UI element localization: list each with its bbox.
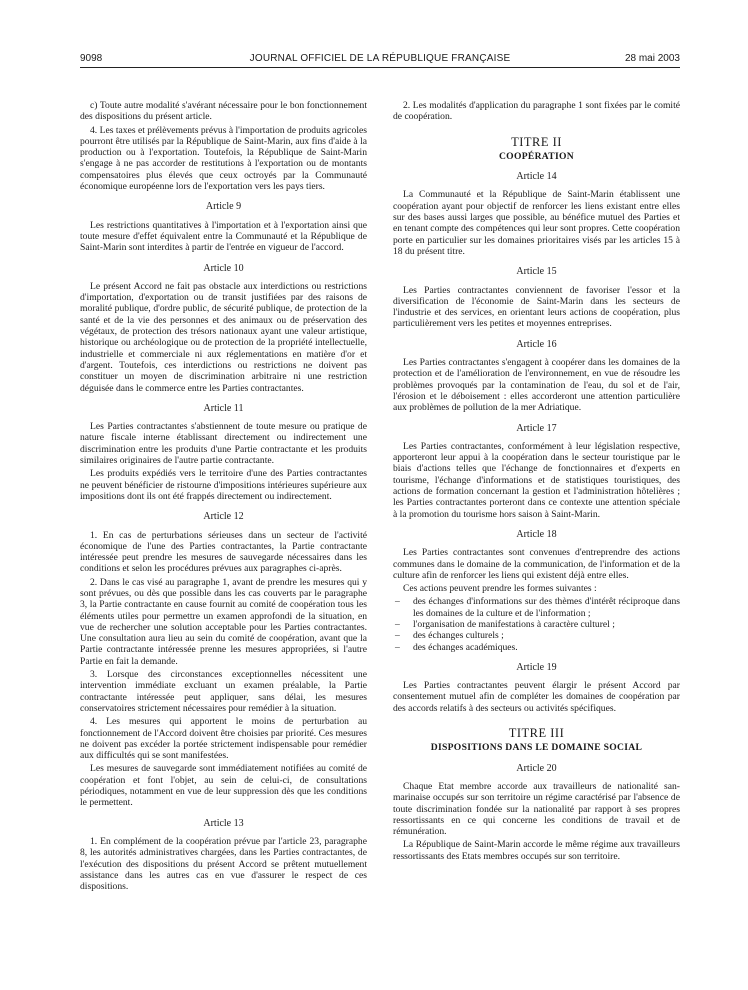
paragraph: La République de Saint-Marin accorde le même régime aux travailleurs ressortissants des Etats membres occupés sur son territoire. — [393, 839, 680, 862]
paragraph: Les Parties contractantes s'engagent à coopérer dans les domaines de la protection et de l'amélioration de l'environnement, en vue de résoudre les problèmes provoqués par la contamination de l'eau, du sol et de l'air, l'érosion et le déboisement : elles accorderont une attention particulière aux problèmes de pollution de la mer Adriatique. — [393, 357, 680, 414]
left-column — [80, 100, 367, 894]
paragraph: Ces actions peuvent prendre les formes suivantes : — [403, 583, 597, 595]
paragraph: Les restrictions quantitatives à l'importation et à l'exportation ainsi que toute mesure d'effet équivalent entre la Communauté et la République de Saint-Marin sont interdites à partir de l'entrée en vigueur de l'accord. — [80, 219, 367, 254]
paragraph: Les Parties contractantes s'abstiennent de toute mesure ou pratique de nature fiscale interne établissant directement ou indirectement une discrimination entre les produits d'une Partie contractante et les produits similaires originaires de l'autre partie contractante. — [80, 421, 367, 467]
article-heading: Article 16 — [516, 338, 557, 350]
paragraph: 1. En cas de perturbations sérieuses dans un secteur de l'activité économique de l'une des Parties contractantes, la Partie contractante intéressée peut prendre les mesures de sauvegarde nécessaires dans les conditions et selon les procédures prévues aux paragraphes ci-après. — [80, 529, 367, 575]
paragraph: 3. Lorsque des circonstances exceptionnelles nécessitent une intervention immédiate excluant un examen préalable, la Partie contractante intéressée peut appliquer, sans délai, les mesures conservatoires strictement nécessaires pour remédier à la situation. — [80, 669, 367, 714]
article-heading: Article 17 — [516, 422, 557, 434]
list-item: – l'organisation de manifestations à caractère culturel ; — [393, 619, 680, 630]
header-rule — [80, 67, 680, 68]
article-heading: Article 13 — [203, 817, 244, 829]
paragraph: Les Parties contractantes conviennent de favoriser l'essor et la diversification de l'économie de Saint-Marin dans les secteurs de l'industrie et des services, en orientant leurs actions de coopération, plus particulièrement vers les petites et moyennes entreprises. — [393, 284, 680, 330]
article-heading: Article 15 — [516, 266, 557, 278]
list-item: – des échanges d'informations sur des thèmes d'intérêt réciproque dans les domaines de la culture et de l'information ; — [393, 596, 680, 619]
paragraph: 2. Dans le cas visé au paragraphe 1, avant de prendre les mesures qui y sont prévues, ou dès que possible dans les cas couverts par le paragraphe 3, la Partie contractante en cause fournit au comité de coopération tous les éléments utiles pour permettre un examen approfondi de la situation, en vue de rechercher une solution acceptable pour les Parties contractantes. Une consultation aura lieu au sein du comité de coopération, avant que la Partie contractante intéressée prenne les mesures appropriées, si l'autre Partie en fait la demande. — [80, 576, 367, 667]
list-item: – des échanges culturels ; — [393, 630, 680, 641]
paragraph: c) Toute autre modalité s'avérant nécessaire pour le bon fonctionnement des dispositions du présent article. — [80, 100, 367, 123]
title-subtitle: DISPOSITIONS DANS LE DOMAINE SOCIAL — [430, 742, 643, 754]
right-column — [393, 100, 680, 864]
page-header — [80, 52, 680, 66]
title-heading: TITRE III — [508, 726, 565, 741]
paragraph: Les Parties contractantes, conformément à leur législation respective, apporteront leur appui à la coopération dans le secteur touristique par le biais d'actions telles que l'échange de fonctionnaires et d'experts en tourisme, l'échange d'informations et de statistiques touristiques, des actions de formation concernant la gestion et l'administration hôtelières ; les Parties contractantes porteront dans ce contexte une attention spéciale à la promotion du tourisme hors saison à Saint-Marin. — [393, 440, 680, 520]
paragraph: 4. Les taxes et prélèvements prévus à l'importation de produits agricoles pourront être utilisés par la République de Saint-Marin, aux fins d'aide à la production ou à l'exportation. Toutefois, la République de Saint-Marin s'engage à ne pas accorder de restitutions à l'exportation ou de montants compensatoires plus élevés que ceux octroyés par la Communauté économique européenne lors de l'exportation vers les pays tiers. — [80, 124, 367, 193]
page-number: 9098 — [80, 53, 103, 64]
paragraph: Le présent Accord ne fait pas obstacle aux interdictions ou restrictions d'importation, d'exportation ou de transit justifiées par des raisons de moralité publique, d'ordre public, de sécurité publique, de protection de la santé et de la vie des personnes et des animaux ou de préservation des végétaux, de protection des trésors nationaux ayant une valeur artistique, historique ou archéologique ou de protection de la propriété intellectuelle, industrielle et commerciale ni aux réglementations en matière d'or et d'argent. Toutefois, ces interdictions ou restrictions ne doivent pas constituer un moyen de discrimination arbitraire ni une restriction déguisée dans le commerce entre les Parties contractantes. — [80, 280, 367, 394]
paragraph: La Communauté et la République de Saint-Marin établissent une coopération ayant pour objectif de renforcer les liens existant entre elles sur des bases aussi larges que possible, au bénéfice mutuel des Parties et en tenant compte des compétences qui leur sont propres. Cette coopération porte en particulier sur les domaines prioritaires visés par les articles 15 à 18 du présent titre. — [393, 189, 680, 257]
title-subtitle: COOPÉRATION — [498, 150, 575, 162]
paragraph: Chaque Etat membre accorde aux travailleurs de nationalité san-marinaise occupés sur son territoire un régime caractérisé par l'absence de toute discrimination fondée sur la nationalité par rapport à ses propres ressortissants en ce qui concerne les conditions de travail et de rémunération. — [393, 780, 680, 838]
publication-date: 28 mai 2003 — [624, 53, 680, 64]
paragraph: Les produits expédiés vers le territoire d'une des Parties contractantes ne peuvent bénéficier de ristourne d'impositions intérieures supérieure aux impositions dont ils ont été frappés directement ou indirectement. — [80, 468, 367, 502]
paragraph: 4. Les mesures qui apportent le moins de perturbation au fonctionnement de l'Accord doivent être choisies par priorité. Ces mesures ne doivent pas excéder la portée strictement indispensable pour remédier aux difficultés qui se sont manifestées. — [80, 716, 367, 762]
paragraph: Les Parties contractantes sont convenues d'entreprendre des actions communes dans le domaine de la communication, de l'information et de la culture afin de renforcer les liens qui existent déjà entre elles. — [393, 547, 680, 581]
paragraph: 1. En complément de la coopération prévue par l'article 23, paragraphe 8, les autorités administratives chargées, dans les Parties contractantes, de l'exécution des dispositions du présent Accord se prêtent mutuellement assistance dans les autres cas en vue d'assurer le respect de ces dispositions. — [80, 835, 367, 893]
article-heading: Article 9 — [205, 201, 242, 213]
article-heading: Article 18 — [516, 528, 557, 540]
article-heading: Article 19 — [516, 661, 557, 673]
article-heading: Article 10 — [203, 262, 244, 274]
article-heading: Article 20 — [516, 762, 557, 774]
journal-title: JOURNAL OFFICIEL DE LA RÉPUBLIQUE FRANÇAISE — [249, 53, 511, 64]
dash-list — [393, 596, 680, 652]
article-heading: Article 12 — [203, 511, 244, 523]
article-heading: Article 11 — [203, 402, 244, 414]
paragraph: 2. Les modalités d'application du paragraphe 1 sont fixées par le comité de coopération. — [393, 100, 680, 123]
article-heading: Article 14 — [516, 171, 557, 183]
paragraph: Les mesures de sauvegarde sont immédiatement notifiées au comité de coopération et font l'objet, au sein de celui-ci, de consultations périodiques, notamment en vue de leur suppression dès que les conditions le permettent. — [80, 763, 367, 809]
list-item: – des échanges académiques. — [393, 642, 680, 653]
paragraph: Les Parties contractantes peuvent élargir le présent Accord par consentement mutuel afin de compléter les domaines de coopération par des accords relatifs à des secteurs ou activités spécifiques. — [393, 680, 680, 714]
title-heading: TITRE II — [511, 134, 562, 149]
